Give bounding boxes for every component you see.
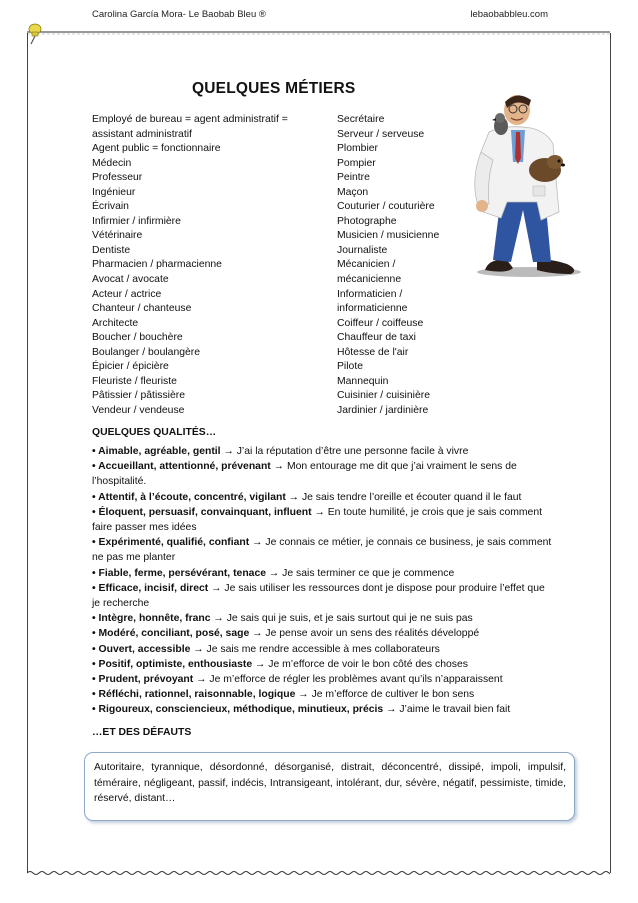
qualite-description: → Je sais tendre l’oreille et écouter quand il le faut bbox=[285, 491, 522, 503]
qualite-adjectives: • Réfléchi, rationnel, raisonnable, logique bbox=[92, 689, 296, 701]
metier-item: Pilote bbox=[337, 361, 363, 373]
qualite-adjectives: • Modéré, conciliant, posé, sage bbox=[92, 628, 250, 640]
qualite-item bbox=[92, 535, 552, 565]
qualite-description: → Je sais utiliser les ressources dont je dispose pour produire l’effet que je recherche bbox=[92, 582, 545, 610]
metier-item: Chauffeur de taxi bbox=[337, 332, 416, 344]
metier-item: Ingénieur bbox=[92, 186, 136, 198]
qualite-adjectives: • Prudent, prévoyant bbox=[92, 674, 194, 686]
qualite-description: → En toute humilité, je crois que je sais comment faire passer mes idées bbox=[92, 506, 542, 534]
metier-item: Vendeur / vendeuse bbox=[92, 404, 185, 416]
metier-item: Pompier bbox=[337, 157, 376, 169]
metier-item: Pharmacien / pharmacienne bbox=[92, 259, 222, 271]
header-website: lebaobabbleu.com bbox=[470, 9, 548, 20]
qualite-description: → Je m’efforce de voir le bon côté des choses bbox=[252, 658, 468, 670]
qualite-adjectives: • Intègre, honnête, franc bbox=[92, 613, 211, 625]
metier-item: Pâtissier / pâtissière bbox=[92, 390, 185, 402]
qualite-item bbox=[92, 657, 552, 672]
metier-item: Maçon bbox=[337, 186, 369, 198]
metiers-left-column bbox=[92, 113, 288, 418]
qualite-description: → Je connais ce métier, je connais ce business, je sais comment ne pas me planter bbox=[92, 537, 552, 564]
metier-item: Infirmier / infirmière bbox=[92, 215, 181, 227]
metier-item: Peintre bbox=[337, 172, 370, 184]
qualite-item bbox=[92, 505, 552, 535]
header-author: Carolina García Mora- Le Baobab Bleu ® bbox=[92, 9, 266, 20]
qualite-description: → Mon entourage me dit que j’ai vraiment le sens de l’hospitalité. bbox=[92, 461, 517, 488]
qualite-adjectives: • Rigoureux, consciencieux, méthodique, minutieux, précis bbox=[92, 704, 384, 716]
qualite-adjectives: • Ouvert, accessible bbox=[92, 643, 191, 655]
metier-item: Boulanger / boulangère bbox=[92, 346, 201, 358]
metier-item: Avocat / avocate bbox=[92, 274, 169, 286]
defauts-box: Autoritaire, tyrannique, désordonné, désorganisé, distrait, déconcentré, dissipé, impoli, impulsif, téméraire, négligeant, passif, indécis, Intransigeant, intolérant, dur, sévère, négatif, pessimiste, timide, réservé, distant… bbox=[84, 752, 575, 821]
qualite-description: → Je pense avoir un sens des réalités développé bbox=[249, 628, 480, 640]
metier-item: Photographe bbox=[337, 215, 397, 227]
metier-item: Professeur bbox=[92, 172, 143, 184]
metier-item: Serveur / serveuse bbox=[337, 128, 425, 140]
metier-item: mécanicienne bbox=[337, 274, 402, 286]
qualite-item bbox=[92, 611, 552, 626]
metier-item: Mannequin bbox=[337, 375, 389, 387]
qualites-list bbox=[92, 444, 552, 718]
metier-item: informaticienne bbox=[337, 303, 408, 315]
bottom-border-decoration bbox=[27, 870, 610, 876]
page-title: QUELQUES MÉTIERS bbox=[192, 80, 356, 97]
qualite-item bbox=[92, 490, 552, 505]
qualites-heading: QUELQUES QUALITÉS… bbox=[92, 427, 217, 438]
metier-item: Secrétaire bbox=[337, 114, 385, 125]
metier-item: Musicien / musicienne bbox=[337, 230, 440, 242]
metier-item: Mécanicien / bbox=[337, 259, 396, 271]
qualite-adjectives: • Fiable, ferme, persévérant, tenace bbox=[92, 567, 267, 579]
qualite-description: → J’ai la réputation d’être une personne facile à vivre bbox=[220, 446, 469, 457]
metier-item: Couturier / couturière bbox=[337, 201, 435, 213]
qualite-adjectives: • Efficace, incisif, direct bbox=[92, 582, 209, 594]
qualite-item bbox=[92, 626, 552, 641]
metiers-right-column bbox=[337, 113, 439, 418]
metier-item: Jardinier / jardinière bbox=[337, 404, 429, 416]
pushpin-icon bbox=[26, 23, 42, 45]
metier-item: Acteur / actrice bbox=[92, 288, 162, 300]
qualite-description: → Je sais qui je suis, et je sais surtout qui je ne suis pas bbox=[210, 613, 473, 625]
metier-item: Informaticien / bbox=[337, 288, 403, 300]
metier-item: Chanteur / chanteuse bbox=[92, 303, 192, 315]
metier-item: Architecte bbox=[92, 317, 139, 329]
qualite-adjectives: • Aimable, agréable, gentil bbox=[92, 446, 221, 457]
metier-item: Fleuriste / fleuriste bbox=[92, 375, 177, 387]
qualite-item bbox=[92, 444, 552, 459]
metier-item: Agent public = fonctionnaire bbox=[92, 143, 221, 155]
metier-item: Écrivain bbox=[92, 201, 129, 213]
qualite-adjectives: • Expérimenté, qualifié, confiant bbox=[92, 537, 250, 549]
qualite-adjectives: • Éloquent, persuasif, convainquant, influent bbox=[92, 506, 312, 518]
qualite-description: → Je sais terminer ce que je commence bbox=[266, 567, 455, 579]
metier-item: Épicier / épicière bbox=[92, 361, 169, 373]
metier-item: Boucher / bouchère bbox=[92, 332, 183, 344]
qualite-description: → Je m’efforce de cultiver le bon sens bbox=[295, 689, 475, 701]
qualite-adjectives: • Accueillant, attentionné, prévenant bbox=[92, 461, 271, 473]
metier-item: Coiffeur / coiffeuse bbox=[337, 317, 424, 329]
defauts-heading: …ET DES DÉFAUTS bbox=[92, 727, 192, 738]
metier-item: Médecin bbox=[92, 157, 132, 169]
qualite-item bbox=[92, 672, 552, 687]
qualite-item bbox=[92, 566, 552, 581]
metier-item: Dentiste bbox=[92, 244, 131, 256]
metier-item: Plombier bbox=[337, 143, 378, 155]
metier-item: Cuisinier / cuisinière bbox=[337, 390, 430, 402]
qualite-description: → J’aime le travail bien fait bbox=[383, 704, 511, 716]
qualite-item bbox=[92, 702, 552, 717]
qualite-item bbox=[92, 459, 552, 489]
metier-item: Employé de bureau = agent administratif = bbox=[92, 114, 288, 125]
qualite-adjectives: • Positif, optimiste, enthousiaste bbox=[92, 658, 253, 670]
qualite-adjectives: • Attentif, à l’écoute, concentré, vigilant bbox=[92, 491, 286, 503]
qualite-item bbox=[92, 581, 552, 611]
metier-item: assistant administratif bbox=[92, 128, 192, 140]
metier-item: Journaliste bbox=[337, 244, 388, 256]
qualite-description: → Je m’efforce de régler les problèmes avant qu’ils n’apparaissent bbox=[193, 674, 503, 686]
metier-item: Hôtesse de l'air bbox=[337, 346, 409, 358]
metier-item: Vétérinaire bbox=[92, 230, 143, 242]
qualite-description: → Je sais me rendre accessible à mes collaborateurs bbox=[190, 643, 440, 655]
qualite-item bbox=[92, 687, 552, 702]
veterinarian-figurine-illustration bbox=[467, 92, 587, 278]
qualite-item bbox=[92, 642, 552, 657]
